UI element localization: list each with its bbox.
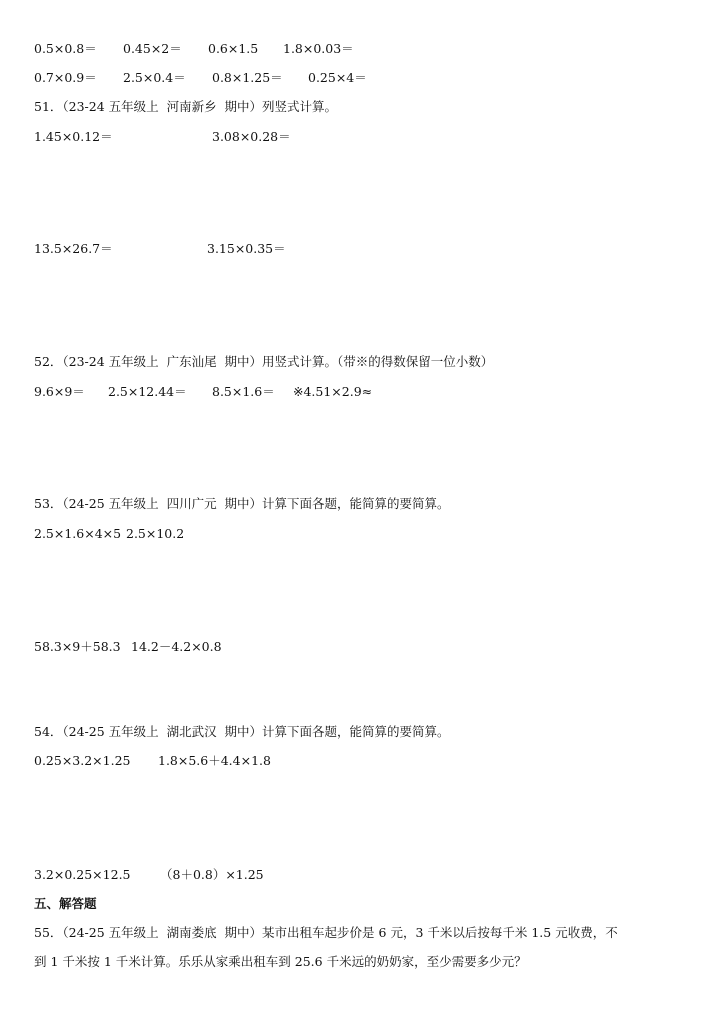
calc-item: 0.5×0.8＝ xyxy=(34,41,97,56)
calc-item: 2.5×10.2 xyxy=(126,526,185,541)
calc-item: 0.7×0.9＝ xyxy=(34,70,97,85)
calc-item: 9.6×9＝ xyxy=(34,384,85,399)
calc-item: 8.5×1.6＝ xyxy=(212,384,275,399)
question-52-title: 52．（23-24 五年级上 广东汕尾 期中）用竖式计算。（带※的得数保留一位小数） xyxy=(34,354,494,369)
calc-item: 1.45×0.12＝ xyxy=(34,129,113,144)
calc-item: 0.6×1.5 xyxy=(208,41,259,56)
question-54-title: 54．（24-25 五年级上 湖北武汉 期中）计算下面各题，能简算的要简算。 xyxy=(34,724,450,739)
calc-item: ※4.51×2.9≈ xyxy=(293,384,373,399)
question-51-title: 51．（23-24 五年级上 河南新乡 期中）列竖式计算。 xyxy=(34,99,338,114)
calc-item: 1.8×0.03＝ xyxy=(283,41,354,56)
calc-item: 1.8×5.6＋4.4×1.8 xyxy=(158,753,271,768)
calc-item: （8＋0.8）×1.25 xyxy=(160,867,264,882)
calc-item: 0.8×1.25＝ xyxy=(212,70,283,85)
calc-item: 0.25×4＝ xyxy=(308,70,367,85)
calc-item: 58.3×9＋58.3 xyxy=(34,639,121,654)
calc-item: 2.5×1.6×4×5 xyxy=(34,526,122,541)
question-55-line1: 55．（24-25 五年级上 湖南娄底 期中）某市出租车起步价是 6 元，3 千米以后按每千米 1.5 元收费，不 xyxy=(34,925,618,940)
calc-item: 2.5×12.44＝ xyxy=(108,384,187,399)
question-53-title: 53．（24-25 五年级上 四川广元 期中）计算下面各题，能简算的要简算。 xyxy=(34,496,450,511)
question-55-line2: 到 1 千米按 1 千米计算。乐乐从家乘出租车到 25.6 千米远的奶奶家，至少需要多少元？ xyxy=(34,954,527,969)
section-heading: 五、解答题 xyxy=(34,896,97,911)
calc-item: 13.5×26.7＝ xyxy=(34,241,113,256)
calc-item: 14.2－4.2×0.8 xyxy=(131,639,222,654)
calc-item: 0.45×2＝ xyxy=(123,41,182,56)
calc-item: 0.25×3.2×1.25 xyxy=(34,753,131,768)
calc-item: 3.08×0.28＝ xyxy=(212,129,291,144)
calc-item: 3.2×0.25×12.5 xyxy=(34,867,131,882)
calc-item: 3.15×0.35＝ xyxy=(207,241,286,256)
calc-item: 2.5×0.4＝ xyxy=(123,70,186,85)
